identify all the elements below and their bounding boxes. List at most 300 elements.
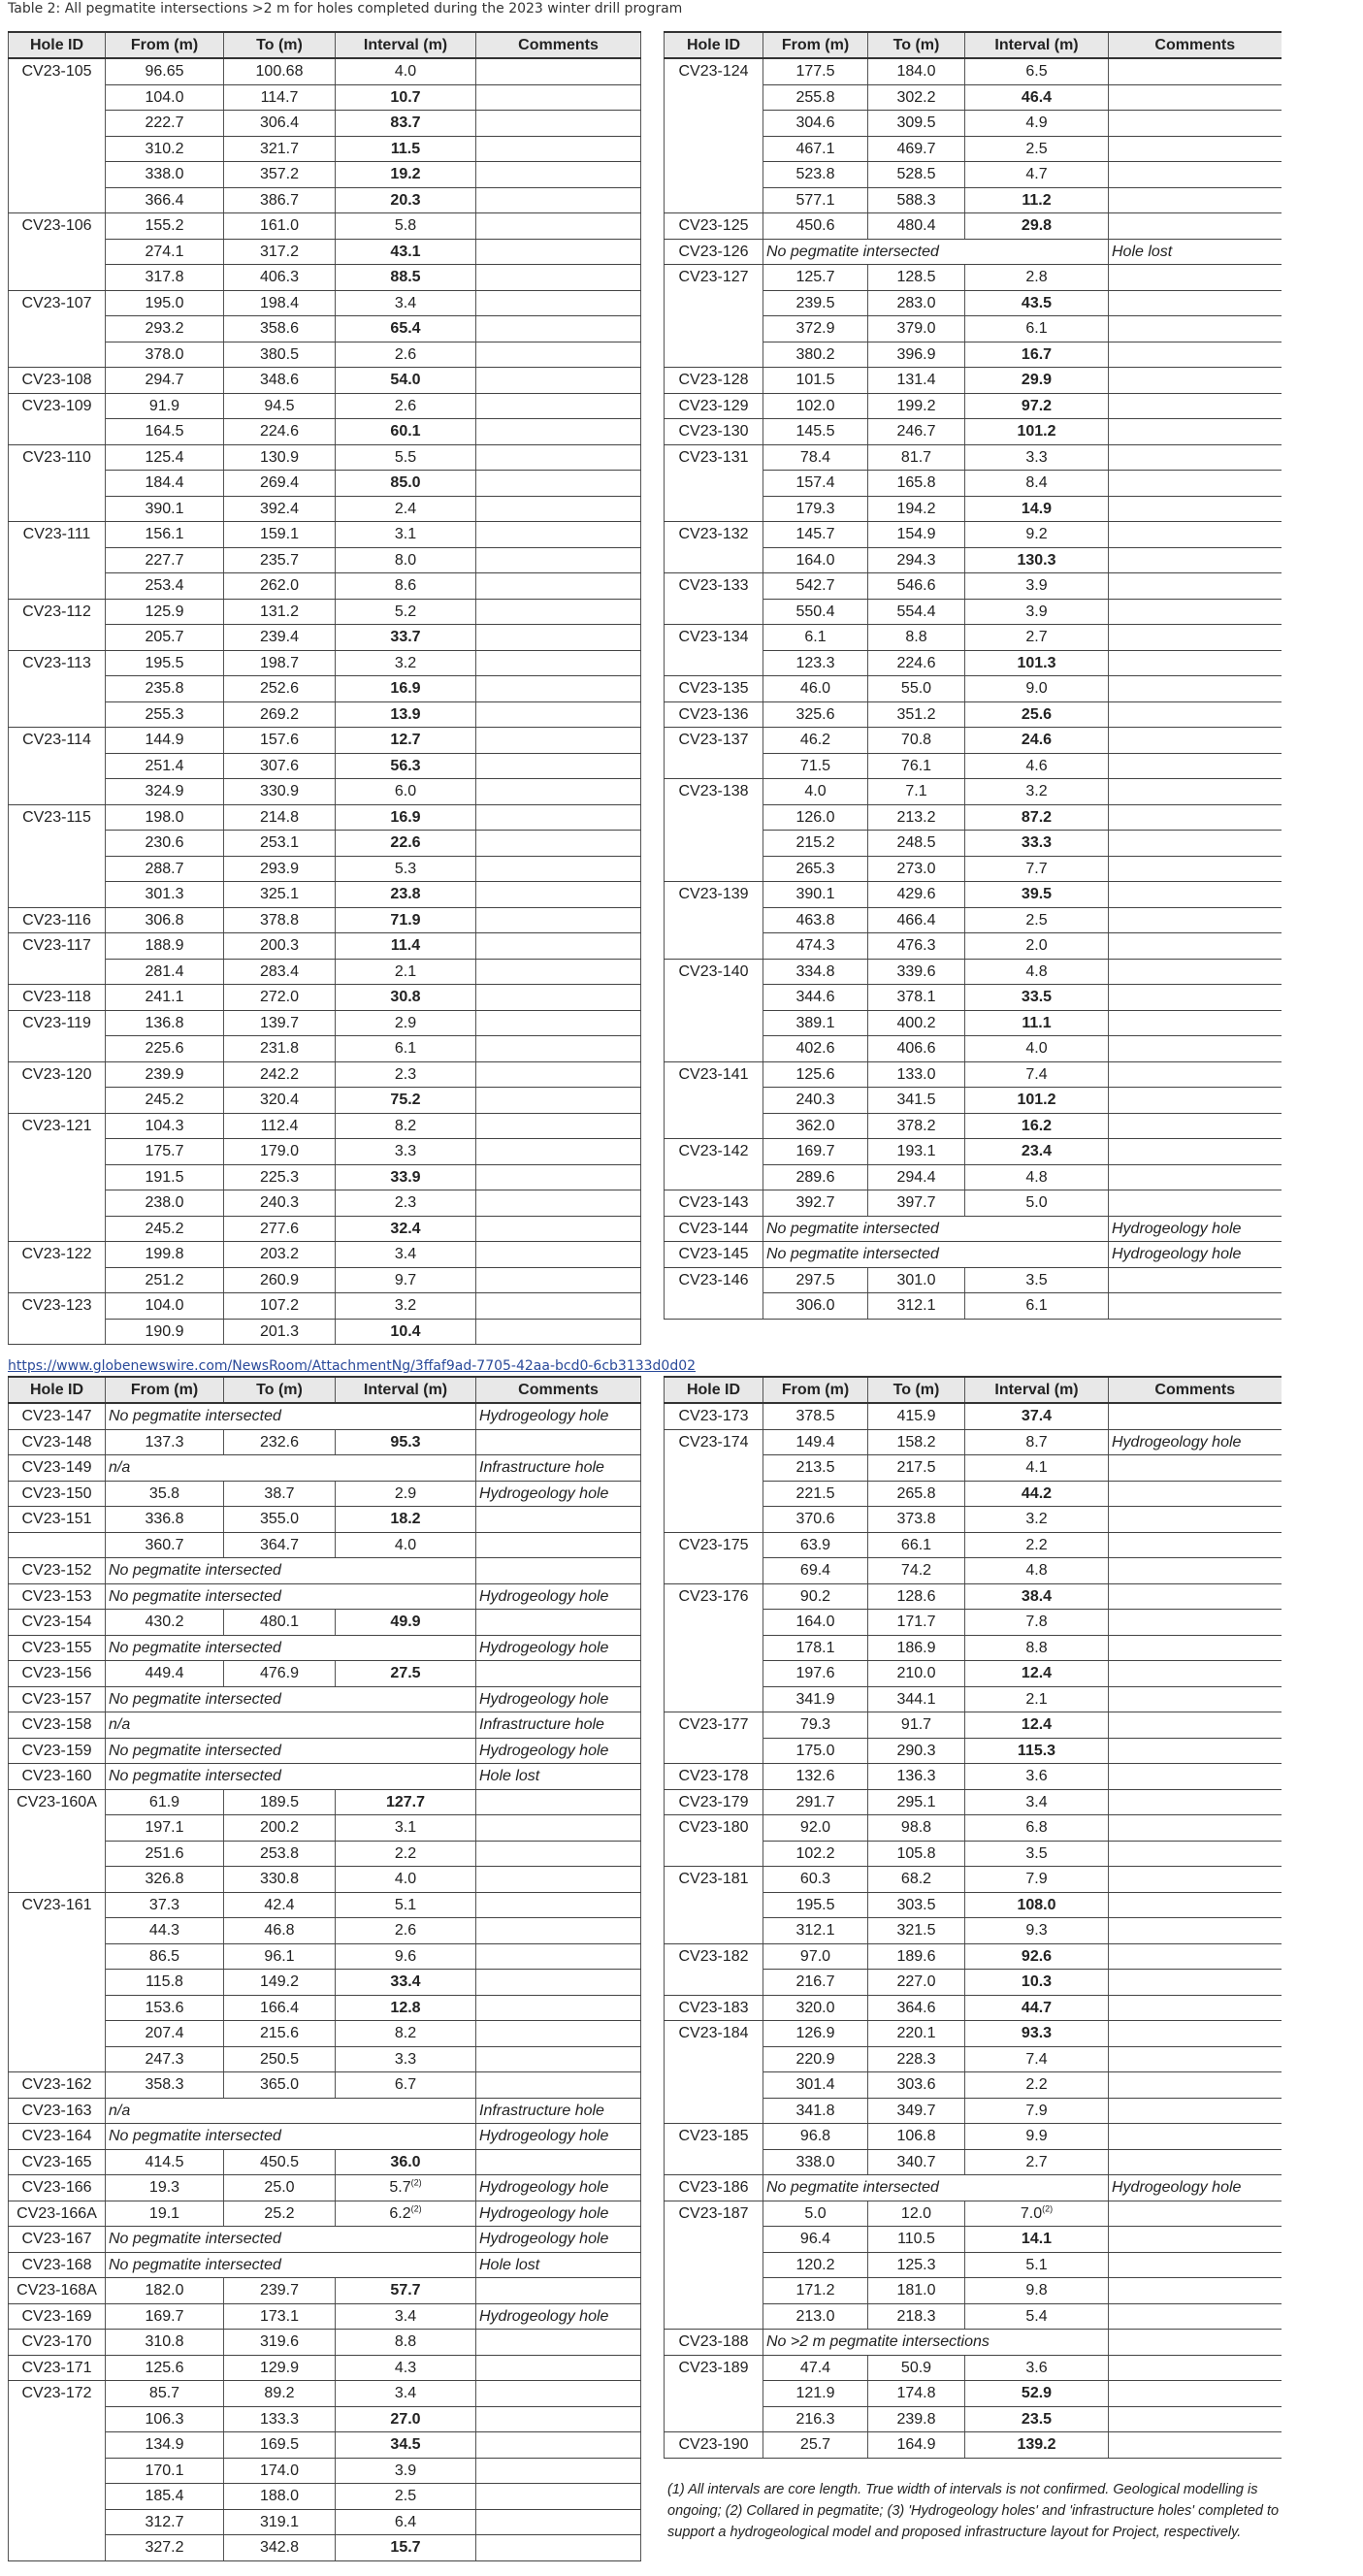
- to-value: 307.6: [224, 753, 336, 779]
- from-value: 245.2: [106, 1088, 224, 1114]
- interval-value: 29.9: [965, 368, 1109, 394]
- interval-value: 4.0: [336, 1532, 476, 1558]
- comment: [476, 316, 641, 342]
- table-row: [9, 2072, 641, 2099]
- table-row: [665, 1583, 1282, 1610]
- interval-value: 22.6: [336, 831, 476, 857]
- table-row: [9, 522, 641, 548]
- interval-value: 2.5: [965, 136, 1109, 162]
- interval-value: 44.2: [965, 1481, 1109, 1507]
- comment: [476, 2484, 641, 2510]
- table-row: [665, 625, 1282, 651]
- comment: [1109, 959, 1282, 985]
- to-value: 181.0: [868, 2278, 965, 2304]
- to-value: 106.8: [868, 2124, 965, 2150]
- header-row: [9, 1377, 641, 1403]
- comment: [1109, 2355, 1282, 2381]
- comment: [1109, 599, 1282, 625]
- table-row: [665, 2175, 1282, 2201]
- from-value: 86.5: [106, 1943, 224, 1970]
- from-value: 306.0: [763, 1293, 868, 1320]
- table-row: [9, 2124, 641, 2150]
- comment: Hydrogeology hole: [476, 2201, 641, 2227]
- comment: [1109, 1088, 1282, 1114]
- comment: [476, 2330, 641, 2356]
- from-value: 164.0: [763, 1610, 868, 1636]
- comment: [476, 1943, 641, 1970]
- comment: [1109, 1995, 1282, 2021]
- from-value: 320.0: [763, 1995, 868, 2021]
- no-intersection-note: No pegmatite intersected: [106, 1764, 476, 1790]
- from-value: 63.9: [763, 1532, 868, 1558]
- comment: [1109, 1943, 1282, 1970]
- from-value: 362.0: [763, 1113, 868, 1139]
- from-value: 213.5: [763, 1455, 868, 1482]
- table-row: [9, 1481, 641, 1507]
- to-value: 379.0: [868, 316, 965, 342]
- table-row: [665, 2355, 1282, 2381]
- column-header: Hole ID: [665, 32, 763, 58]
- no-intersection-note: No pegmatite intersected: [106, 1403, 476, 1429]
- to-value: 199.2: [868, 393, 965, 419]
- interval-value: 12.7: [336, 728, 476, 754]
- interval-value: 39.5: [965, 882, 1109, 908]
- hole-id: CV23-182: [665, 1943, 763, 1995]
- hole-id: CV23-156: [9, 1661, 106, 1687]
- hole-id: CV23-151: [9, 1507, 106, 1533]
- from-value: 207.4: [106, 2021, 224, 2047]
- from-value: 35.8: [106, 1481, 224, 1507]
- comment: [1109, 882, 1282, 908]
- interval-value: 2.5: [965, 907, 1109, 933]
- to-value: 312.1: [868, 1293, 965, 1320]
- interval-value: 8.6: [336, 573, 476, 600]
- hole-id: CV23-160: [9, 1764, 106, 1790]
- interval-value: 4.6: [965, 753, 1109, 779]
- comment: [476, 933, 641, 960]
- to-value: 415.9: [868, 1403, 965, 1429]
- column-header: Comments: [476, 1377, 641, 1403]
- comment: [1109, 1661, 1282, 1687]
- comment: [476, 573, 641, 600]
- from-value: 25.7: [763, 2432, 868, 2459]
- from-value: 195.0: [106, 290, 224, 316]
- comment: [476, 522, 641, 548]
- hole-id: CV23-140: [665, 959, 763, 1061]
- interval-value: 92.6: [965, 1943, 1109, 1970]
- comment: [1109, 1164, 1282, 1190]
- to-value: 154.9: [868, 522, 965, 548]
- to-value: 406.6: [868, 1036, 965, 1062]
- from-value: 247.3: [106, 2046, 224, 2072]
- comment: [1109, 316, 1282, 342]
- to-value: 220.1: [868, 2021, 965, 2047]
- interval-value: 139.2: [965, 2432, 1109, 2459]
- from-value: 137.3: [106, 1429, 224, 1455]
- interval-value: 3.2: [336, 650, 476, 676]
- interval-value: 9.7: [336, 1267, 476, 1293]
- comment: [1109, 625, 1282, 651]
- hole-id: CV23-147: [9, 1403, 106, 1429]
- table-row: [9, 2381, 641, 2407]
- to-value: 231.8: [224, 1036, 336, 1062]
- to-value: 330.8: [224, 1867, 336, 1893]
- interval-value: 5.0: [965, 1190, 1109, 1217]
- to-value: 136.3: [868, 1764, 965, 1790]
- comment: [1109, 162, 1282, 188]
- from-value: 310.2: [106, 136, 224, 162]
- hole-id: CV23-120: [9, 1061, 106, 1113]
- to-value: 165.8: [868, 471, 965, 497]
- from-value: 235.8: [106, 676, 224, 702]
- to-value: 184.0: [868, 58, 965, 84]
- interval-value: 13.9: [336, 701, 476, 728]
- to-value: 130.9: [224, 444, 336, 471]
- to-value: 201.3: [224, 1319, 336, 1345]
- comment: [476, 239, 641, 265]
- from-value: 255.3: [106, 701, 224, 728]
- column-header: Interval (m): [965, 1377, 1109, 1403]
- to-value: 131.2: [224, 599, 336, 625]
- to-value: 364.6: [868, 1995, 965, 2021]
- from-value: 293.2: [106, 316, 224, 342]
- comment: [476, 471, 641, 497]
- from-value: 19.3: [106, 2175, 224, 2201]
- to-value: 133.3: [224, 2406, 336, 2432]
- from-value: 230.6: [106, 831, 224, 857]
- to-value: 396.9: [868, 342, 965, 368]
- comment: [1109, 290, 1282, 316]
- table-row: [9, 1610, 641, 1636]
- hole-id: CV23-166: [9, 2175, 106, 2201]
- interval-value: 6.8: [965, 1815, 1109, 1842]
- to-value: 330.9: [224, 779, 336, 805]
- hole-id: CV23-135: [665, 676, 763, 702]
- interval-value: 2.7: [965, 2149, 1109, 2175]
- table-row: [9, 2355, 641, 2381]
- from-value: 79.3: [763, 1712, 868, 1739]
- comment: [1109, 728, 1282, 754]
- hole-id: CV23-133: [665, 573, 763, 625]
- interval-value: 8.2: [336, 1113, 476, 1139]
- comment: [1109, 471, 1282, 497]
- comment: [476, 1113, 641, 1139]
- interval-value: 10.4: [336, 1319, 476, 1345]
- no-intersection-note: n/a: [106, 1712, 476, 1739]
- from-value: 449.4: [106, 1661, 224, 1687]
- to-value: 50.9: [868, 2355, 965, 2381]
- comment: [476, 1841, 641, 1867]
- from-value: 251.2: [106, 1267, 224, 1293]
- comment: [1109, 2303, 1282, 2330]
- to-value: 68.2: [868, 1867, 965, 1893]
- interval-value: 23.5: [965, 2406, 1109, 2432]
- hole-id: CV23-105: [9, 58, 106, 213]
- comment: [476, 882, 641, 908]
- to-value: 269.4: [224, 471, 336, 497]
- table-1-left: [8, 31, 641, 1345]
- table-row: [665, 1403, 1282, 1429]
- from-value: 241.1: [106, 985, 224, 1011]
- column-header: Comments: [1109, 32, 1282, 58]
- comment: Hole lost: [1109, 239, 1282, 265]
- to-value: 341.5: [868, 1088, 965, 1114]
- from-value: 19.1: [106, 2201, 224, 2227]
- interval-value: 6.7: [336, 2072, 476, 2099]
- to-value: 169.5: [224, 2432, 336, 2459]
- interval-value: 57.7: [336, 2278, 476, 2304]
- hole-id: CV23-165: [9, 2149, 106, 2175]
- from-value: 177.5: [763, 58, 868, 84]
- from-value: 69.4: [763, 1558, 868, 1584]
- interval-value: 12.4: [965, 1661, 1109, 1687]
- to-value: 378.2: [868, 1113, 965, 1139]
- from-value: 221.5: [763, 1481, 868, 1507]
- comment: Hydrogeology hole: [476, 1738, 641, 1764]
- to-value: 260.9: [224, 1267, 336, 1293]
- to-value: 378.8: [224, 907, 336, 933]
- comment: [476, 985, 641, 1011]
- hole-id: CV23-177: [665, 1712, 763, 1764]
- from-value: 227.7: [106, 547, 224, 573]
- to-value: 74.2: [868, 1558, 965, 1584]
- hole-id: CV23-112: [9, 599, 106, 650]
- interval-value: 2.2: [336, 1841, 476, 1867]
- comment: [1109, 522, 1282, 548]
- table-row: [665, 1943, 1282, 1970]
- to-value: 179.0: [224, 1139, 336, 1165]
- hole-id: CV23-183: [665, 1995, 763, 2021]
- comment: [1109, 1738, 1282, 1764]
- to-value: 239.4: [224, 625, 336, 651]
- interval-value: 3.6: [965, 1764, 1109, 1790]
- comment: [476, 2072, 641, 2099]
- to-value: 400.2: [868, 1010, 965, 1036]
- comment: Infrastructure hole: [476, 1455, 641, 1482]
- comment: [1109, 265, 1282, 291]
- comment: Hydrogeology hole: [476, 1403, 641, 1429]
- to-value: 203.2: [224, 1242, 336, 1268]
- from-value: 325.6: [763, 701, 868, 728]
- to-value: 339.6: [868, 959, 965, 985]
- table-row: [9, 1507, 641, 1533]
- hole-id: CV23-163: [9, 2098, 106, 2124]
- source-link[interactable]: https://www.globenewswire.com/NewsRoom/AttachmentNg/3ffaf9ad-7705-42aa-bcd0-6cb3133d0d02: [8, 1358, 697, 1374]
- to-value: 239.7: [224, 2278, 336, 2304]
- table-row: [9, 1242, 641, 1268]
- from-value: 366.4: [106, 187, 224, 213]
- interval-value: 52.9: [965, 2381, 1109, 2407]
- interval-value: 3.5: [965, 1841, 1109, 1867]
- to-value: 397.7: [868, 1190, 965, 1217]
- comment: [1109, 1686, 1282, 1712]
- interval-value: 3.3: [965, 444, 1109, 471]
- hole-id: CV23-122: [9, 1242, 106, 1293]
- from-value: 157.4: [763, 471, 868, 497]
- interval-value: 25.6: [965, 701, 1109, 728]
- from-value: 370.6: [763, 1507, 868, 1533]
- interval-value: 93.3: [965, 2021, 1109, 2047]
- comment: [1109, 804, 1282, 831]
- comment: Infrastructure hole: [476, 2098, 641, 2124]
- no-intersection-note: No pegmatite intersected: [106, 2227, 476, 2253]
- hole-id: CV23-161: [9, 1892, 106, 2072]
- hole-id: CV23-168A: [9, 2278, 106, 2304]
- from-value: 414.5: [106, 2149, 224, 2175]
- interval-value: 3.4: [336, 2381, 476, 2407]
- table-row: [9, 2303, 641, 2330]
- comment: [476, 58, 641, 84]
- comment: Hole lost: [476, 2252, 641, 2278]
- hole-id: CV23-108: [9, 368, 106, 394]
- comment: [476, 1789, 641, 1815]
- comment: [1109, 1036, 1282, 1062]
- from-value: 126.0: [763, 804, 868, 831]
- from-value: 6.1: [763, 625, 868, 651]
- from-value: 297.5: [763, 1267, 868, 1293]
- comment: [476, 856, 641, 882]
- to-value: 342.8: [224, 2535, 336, 2561]
- to-value: 128.5: [868, 265, 965, 291]
- to-value: 546.6: [868, 573, 965, 600]
- comment: [476, 84, 641, 111]
- comment: [1109, 831, 1282, 857]
- hole-id: CV23-116: [9, 907, 106, 933]
- table-row: [9, 213, 641, 240]
- to-value: 253.1: [224, 831, 336, 857]
- to-value: 253.8: [224, 1841, 336, 1867]
- from-value: 178.1: [763, 1635, 868, 1661]
- comment: [1109, 779, 1282, 805]
- to-value: 303.6: [868, 2072, 965, 2099]
- interval-value: 30.8: [336, 985, 476, 1011]
- interval-value: 9.8: [965, 2278, 1109, 2304]
- hole-id: CV23-153: [9, 1583, 106, 1610]
- from-value: 104.0: [106, 1293, 224, 1320]
- to-value: 340.7: [868, 2149, 965, 2175]
- interval-value: 2.2: [965, 2072, 1109, 2099]
- to-value: 380.5: [224, 342, 336, 368]
- hole-id: CV23-119: [9, 1010, 106, 1061]
- from-value: 164.0: [763, 547, 868, 573]
- to-value: 246.7: [868, 419, 965, 445]
- to-value: 325.1: [224, 882, 336, 908]
- to-value: 378.1: [868, 985, 965, 1011]
- interval-value: 6.5: [965, 58, 1109, 84]
- interval-value: 16.2: [965, 1113, 1109, 1139]
- footnote-marker: (2): [410, 2203, 422, 2214]
- from-value: 184.4: [106, 471, 224, 497]
- comment: [1109, 907, 1282, 933]
- comment: [1109, 1635, 1282, 1661]
- hole-id: CV23-187: [665, 2201, 763, 2330]
- to-value: 100.68: [224, 58, 336, 84]
- from-value: 149.4: [763, 1429, 868, 1455]
- hole-id: CV23-160A: [9, 1789, 106, 1892]
- interval-value: 20.3: [336, 187, 476, 213]
- from-value: 101.5: [763, 368, 868, 394]
- comment: [1109, 1293, 1282, 1320]
- comment: Hydrogeology hole: [476, 1481, 641, 1507]
- from-value: 145.7: [763, 522, 868, 548]
- hole-id: CV23-138: [665, 779, 763, 882]
- table-row: [9, 907, 641, 933]
- interval-value: 2.2: [965, 1532, 1109, 1558]
- from-value: 125.6: [763, 1061, 868, 1088]
- from-value: 205.7: [106, 625, 224, 651]
- interval-value: 5.5: [336, 444, 476, 471]
- interval-value: 10.3: [965, 1970, 1109, 1996]
- to-value: 248.5: [868, 831, 965, 857]
- comment: [476, 1216, 641, 1242]
- interval-value: 38.4: [965, 1583, 1109, 1610]
- interval-value: 16.9: [336, 676, 476, 702]
- table-row: [665, 2021, 1282, 2047]
- to-value: 112.4: [224, 1113, 336, 1139]
- column-header: Interval (m): [336, 32, 476, 58]
- table-row: [9, 1429, 641, 1455]
- comment: [476, 290, 641, 316]
- no-intersection-note: No pegmatite intersected: [763, 2175, 1109, 2201]
- to-value: 38.7: [224, 1481, 336, 1507]
- interval-value: 4.3: [336, 2355, 476, 2381]
- interval-value: 8.2: [336, 2021, 476, 2047]
- from-value: 106.3: [106, 2406, 224, 2432]
- comment: [476, 907, 641, 933]
- comment: [476, 2406, 641, 2432]
- no-intersection-note: No pegmatite intersected: [106, 1686, 476, 1712]
- from-value: 121.9: [763, 2381, 868, 2407]
- hole-id: CV23-181: [665, 1867, 763, 1944]
- hole-id: CV23-171: [9, 2355, 106, 2381]
- from-value: 46.2: [763, 728, 868, 754]
- interval-value: 130.3: [965, 547, 1109, 573]
- comment: [1109, 1267, 1282, 1293]
- interval-value: 37.4: [965, 1403, 1109, 1429]
- hole-id: CV23-113: [9, 650, 106, 728]
- hole-id: CV23-150: [9, 1481, 106, 1507]
- from-value: 338.0: [763, 2149, 868, 2175]
- interval-value: 3.2: [336, 1293, 476, 1320]
- from-value: 169.7: [106, 2303, 224, 2330]
- interval-value: 115.3: [965, 1738, 1109, 1764]
- hole-id: CV23-143: [665, 1190, 763, 1217]
- comment: [1109, 2124, 1282, 2150]
- comment: [476, 2458, 641, 2484]
- to-value: 235.7: [224, 547, 336, 573]
- comment: [1109, 676, 1282, 702]
- table-row: [9, 290, 641, 316]
- to-value: 240.3: [224, 1190, 336, 1217]
- table-row: [9, 1010, 641, 1036]
- column-header: Interval (m): [965, 32, 1109, 58]
- no-intersection-note: No pegmatite intersected: [106, 1635, 476, 1661]
- interval-value: 4.8: [965, 959, 1109, 985]
- from-value: 190.9: [106, 1319, 224, 1345]
- comment: [1109, 84, 1282, 111]
- from-value: 120.2: [763, 2252, 868, 2278]
- hole-id: CV23-189: [665, 2355, 763, 2432]
- comment: [1109, 1610, 1282, 1636]
- from-value: 294.7: [106, 368, 224, 394]
- from-value: 153.6: [106, 1995, 224, 2021]
- comment: [476, 1267, 641, 1293]
- interval-value: 2.1: [336, 959, 476, 985]
- interval-value: 6.2$^{(2)}$: [336, 2201, 476, 2227]
- hole-id: CV23-111: [9, 522, 106, 600]
- interval-value: 8.8: [336, 2330, 476, 2356]
- comment: [476, 804, 641, 831]
